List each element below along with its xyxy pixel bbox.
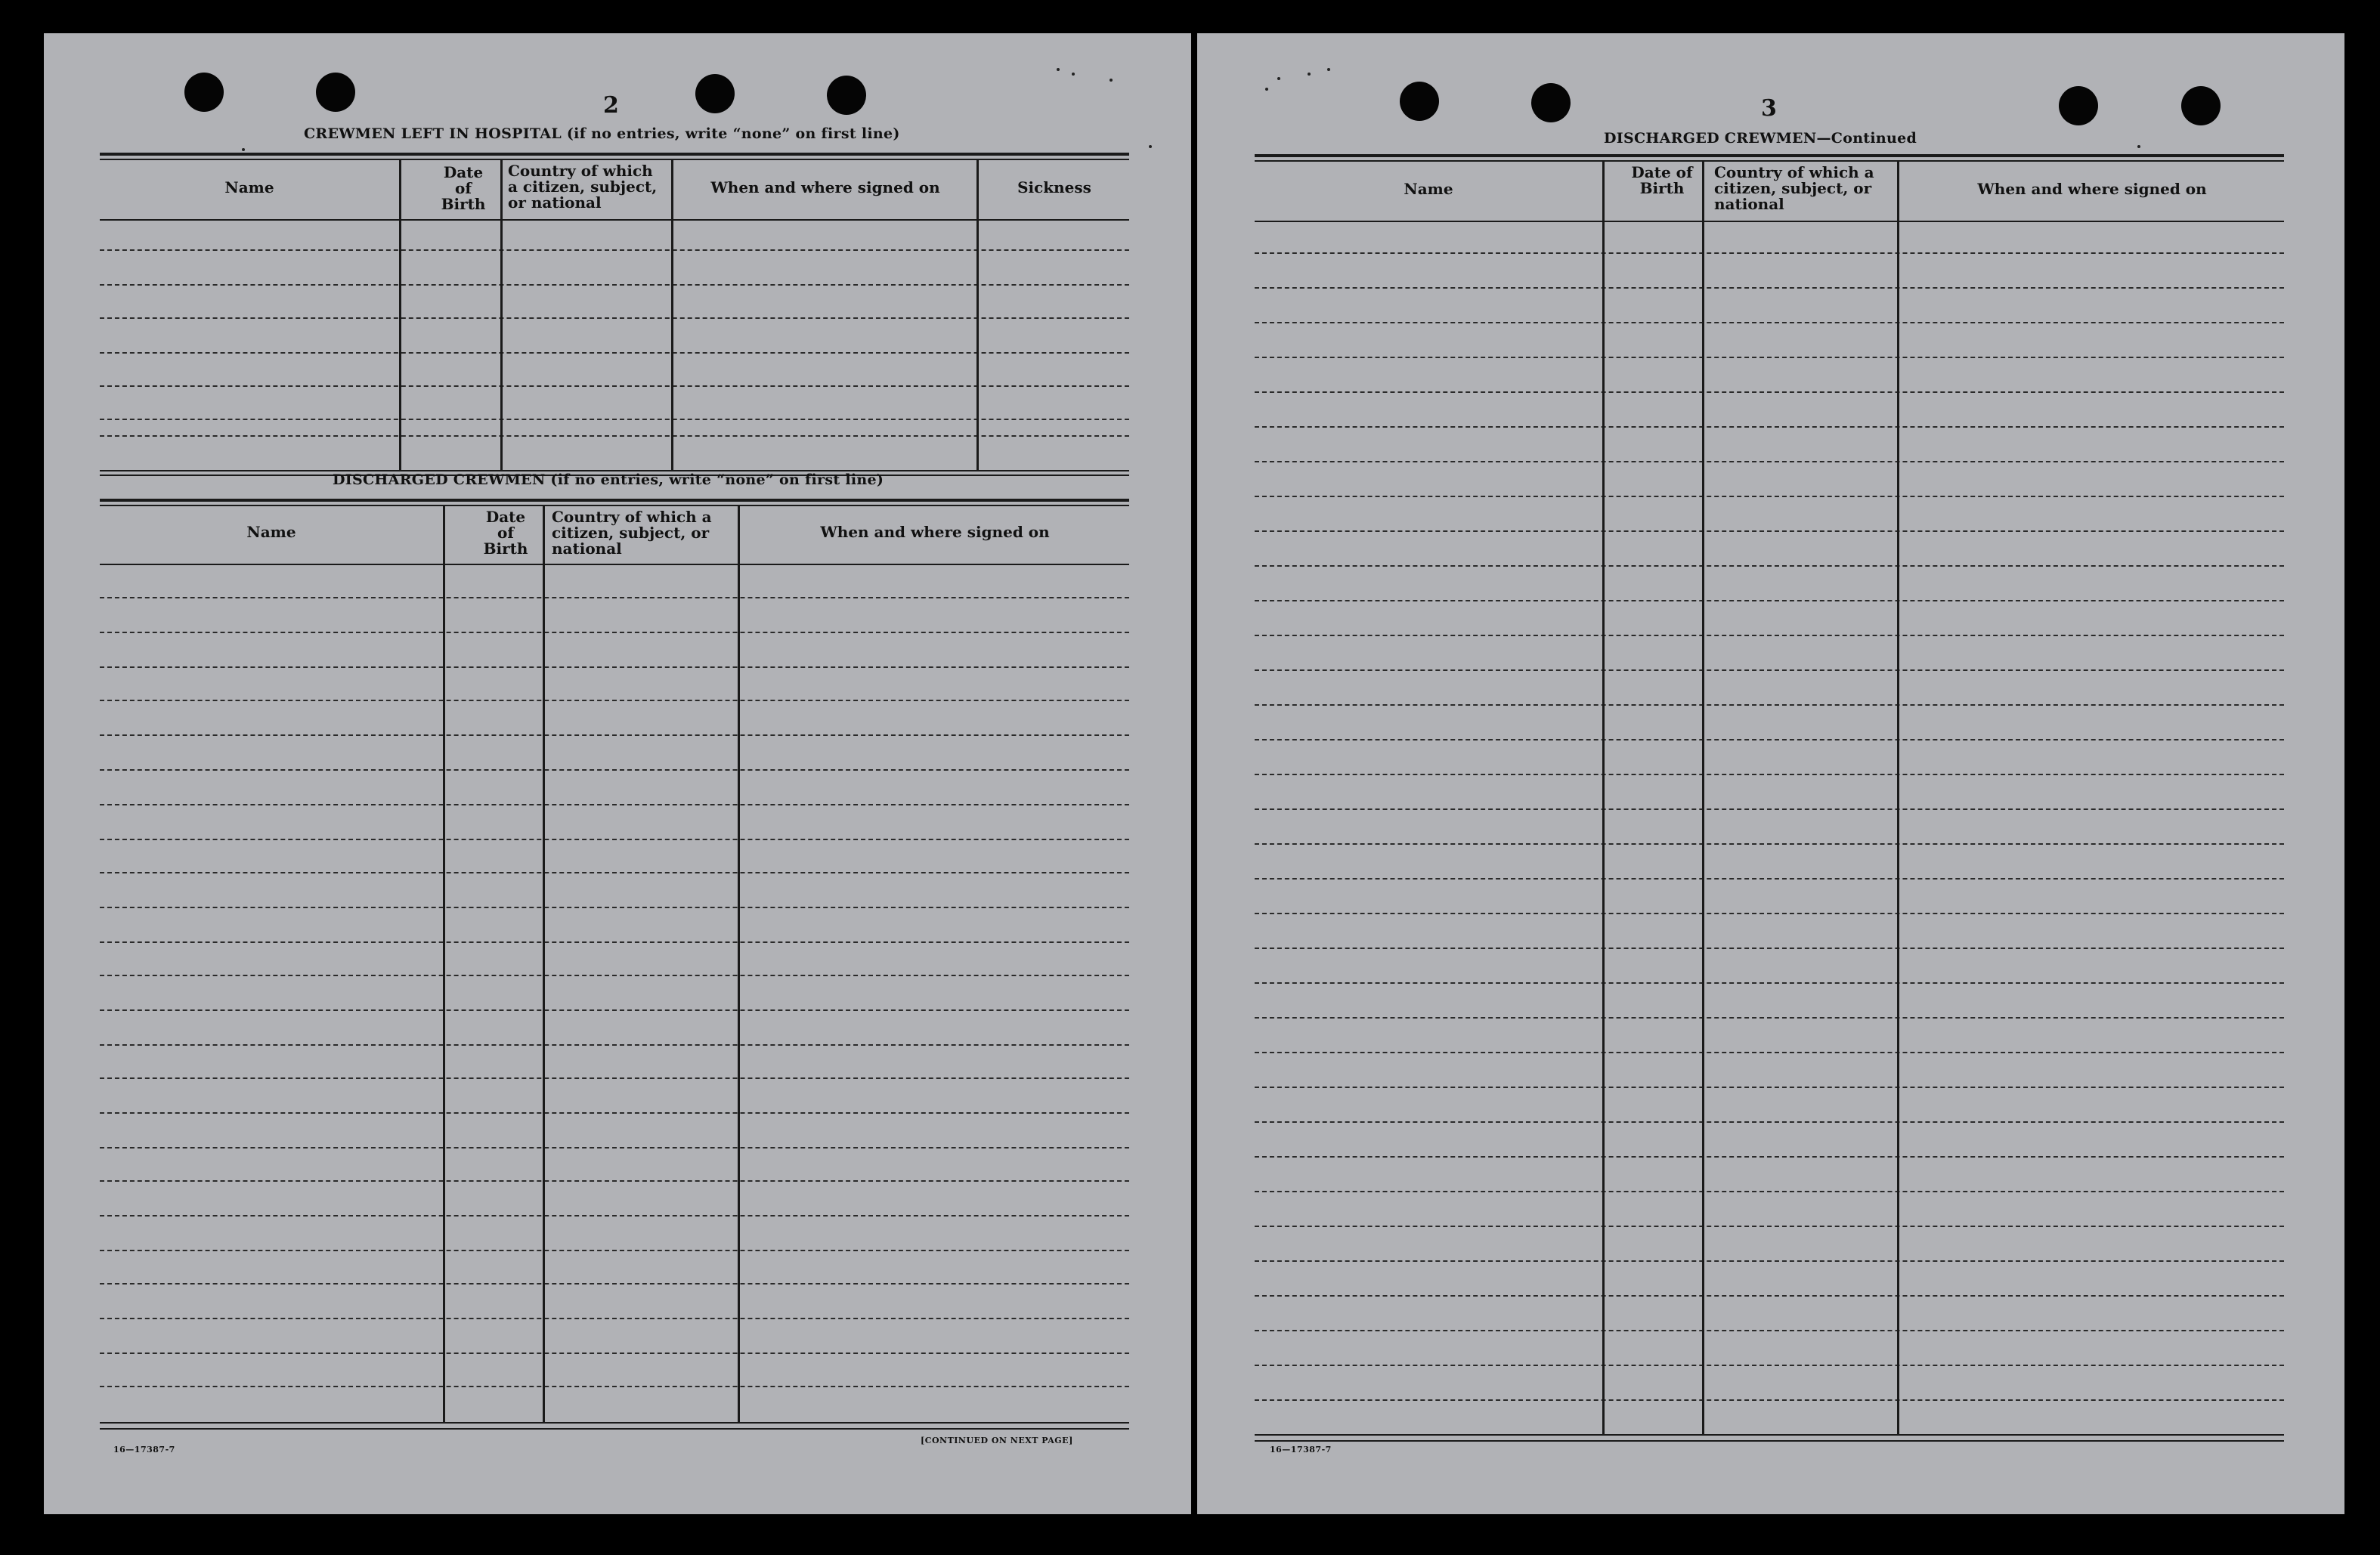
column-header-country: Country of which a citizen, subject, or national [508,162,658,212]
punch-hole [2181,86,2221,125]
punch-hole [1531,83,1571,122]
column-header-sickness: Sickness [1017,178,1091,196]
section-title-discharged-continued: DISCHARGED CREWMEN—Continued [1604,130,1917,147]
punch-hole [316,73,355,112]
section-title-hospital: CREWMEN LEFT IN HOSPITAL (if no entries, write “none” on first line) [304,125,900,142]
section-title-discharged: DISCHARGED CREWMEN (if no entries, write “none” on first line) [333,471,884,488]
left-page [44,33,1191,1514]
column-header-name: Name [1404,180,1453,198]
continued-note: [CONTINUED ON NEXT PAGE] [921,1436,1073,1445]
column-header-name: Name [224,178,274,196]
column-header-date-of-birth: Date of Birth [441,163,486,213]
form-number: 16—17387-7 [113,1445,175,1455]
column-header-date-of-birth: Date of Birth [483,508,528,558]
discharged-continued-table [1255,154,2284,1448]
column-header-country: Country of which a citizen, subject, or national [1714,163,1874,213]
column-header-when-where: When and where signed on [820,523,1050,541]
punch-hole [1400,82,1439,121]
right-page [1197,33,2344,1514]
hospital-table [100,153,1129,478]
punch-hole [2059,86,2098,125]
column-header-name: Name [246,523,296,541]
page-number: 3 [1761,95,1777,122]
punch-hole [184,73,224,112]
column-header-date-of-birth: Date of Birth [1631,163,1693,197]
page-number: 2 [603,92,619,119]
column-header-when-where: When and where signed on [1977,180,2207,198]
punch-hole [695,74,735,113]
form-number: 16—17387-7 [1270,1445,1332,1455]
column-header-country: Country of which a citizen, subject, or national [552,508,712,558]
column-header-when-where: When and where signed on [710,178,940,196]
punch-hole [827,76,866,115]
discharged-table [100,499,1129,1440]
